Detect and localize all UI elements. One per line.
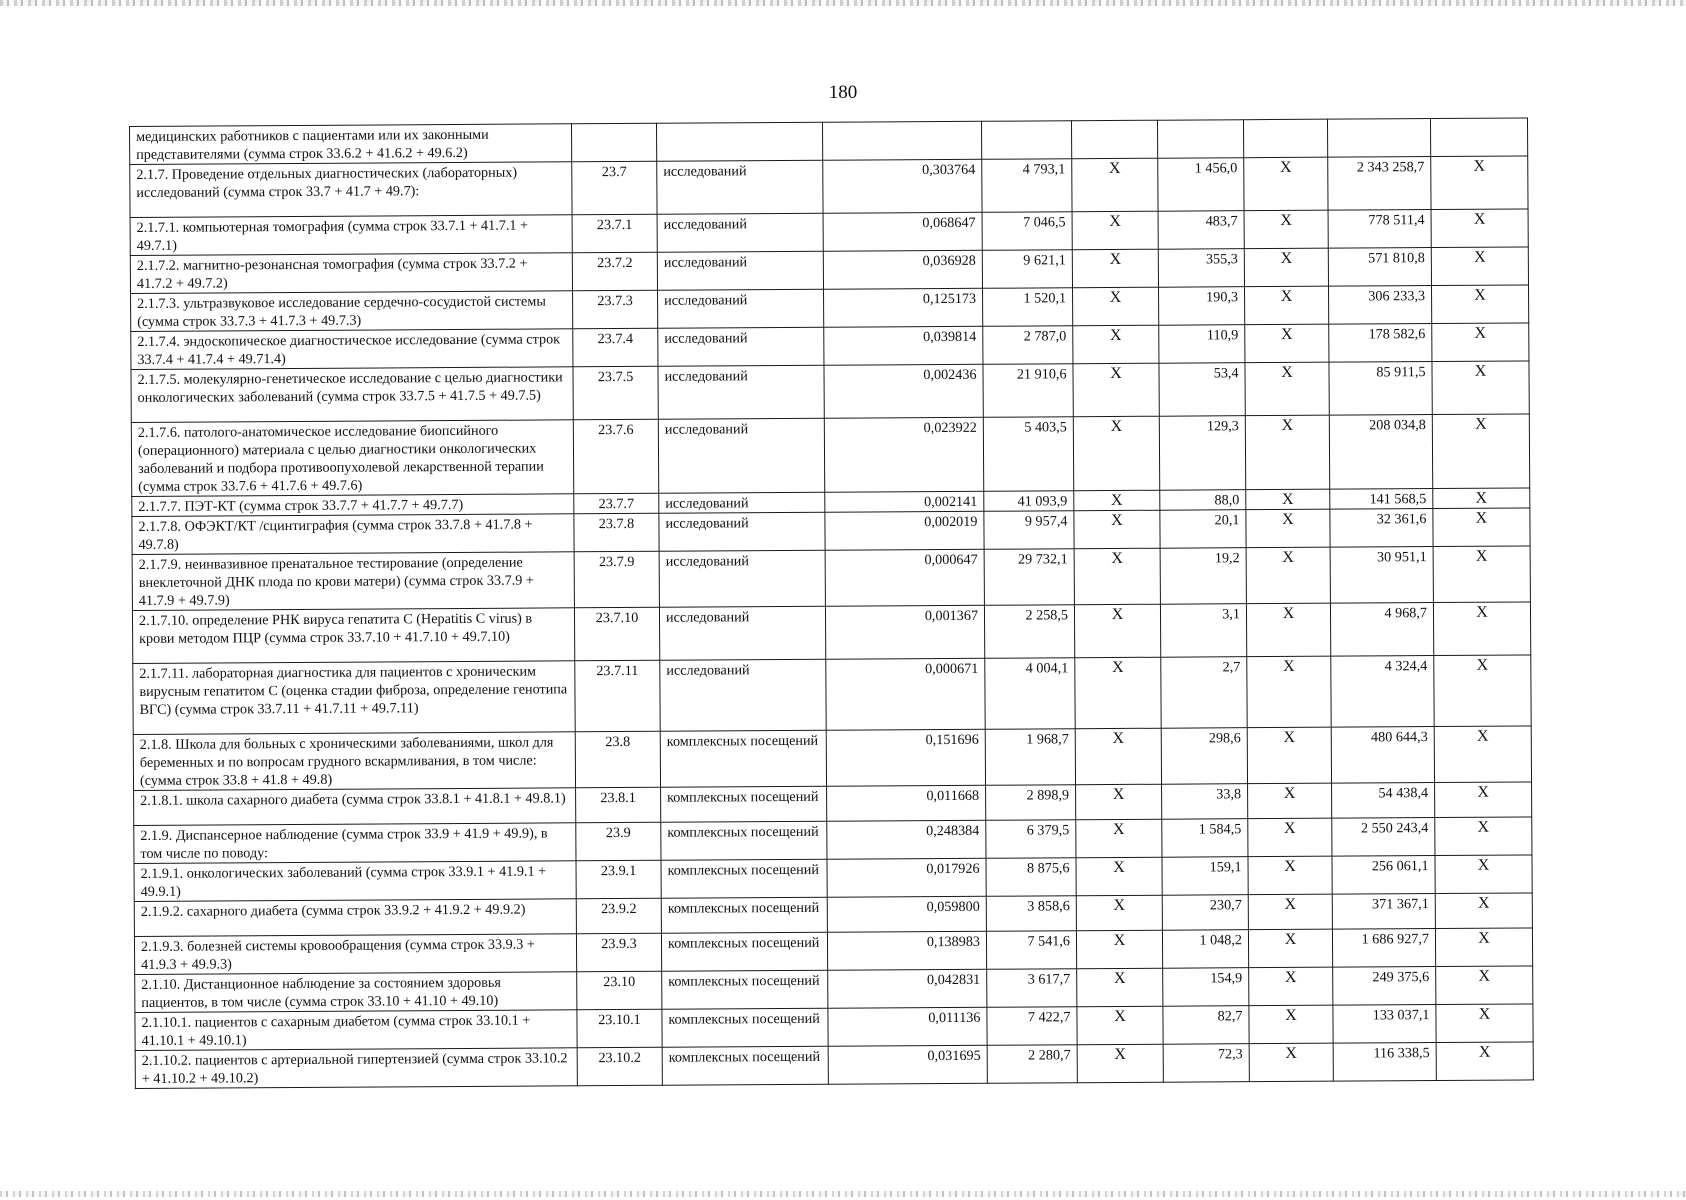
row-norm: 0,248384 bbox=[827, 820, 986, 859]
row-col10: X bbox=[1434, 726, 1531, 783]
row-col7: 1 456,0 bbox=[1158, 158, 1244, 212]
row-col8: X bbox=[1249, 1005, 1333, 1044]
row-col8: X bbox=[1244, 248, 1328, 287]
row-name: 2.1.9.3. болезней системы кровообращения (сумма строк 33.9.3 + 41.9.3 + 49.9.3) bbox=[134, 934, 576, 975]
row-name: 2.1.7.8. ОФЭКТ/КТ /сцинтиграфия (сумма строк 33.7.8 + 41.7.8 + 49.7.8) bbox=[132, 514, 574, 555]
row-cost: 6 379,5 bbox=[986, 820, 1076, 859]
row-col6: X bbox=[1074, 548, 1160, 605]
row-col6: X bbox=[1072, 249, 1158, 288]
row-unit: комплексных посещений bbox=[661, 786, 827, 822]
row-col6: X bbox=[1072, 158, 1158, 212]
row-unit: исследований bbox=[659, 606, 825, 660]
row-col6: X bbox=[1076, 930, 1162, 969]
row-col10: X bbox=[1431, 247, 1528, 286]
row-norm: 0,125173 bbox=[824, 288, 983, 327]
row-cost: 1 520,1 bbox=[983, 288, 1073, 327]
row-col10: X bbox=[1432, 361, 1529, 415]
row-code: 23.7.5 bbox=[573, 366, 658, 420]
row-col7: 1 584,5 bbox=[1162, 819, 1248, 858]
row-unit: исследований bbox=[659, 512, 825, 551]
row-code: 23.7.3 bbox=[573, 290, 658, 329]
row-name: 2.1.7.11. лабораторная диагностика для пациентов с хроническим вирусным гепатитом С (оценка стадии фиброза, определение генотипа ВГС) (сумма строк 33.7.11 + 41.7.11 + 49.7.11) bbox=[133, 661, 575, 735]
row-code: 23.7.10 bbox=[574, 607, 659, 661]
row-unit: комплексных посещений bbox=[662, 970, 828, 1009]
row-col9: 1 686 927,7 bbox=[1332, 929, 1435, 968]
row-col8: X bbox=[1247, 727, 1331, 784]
row-norm: 0,036928 bbox=[823, 250, 982, 289]
row-col10: X bbox=[1436, 1004, 1533, 1043]
row-norm: 0,011668 bbox=[827, 785, 986, 821]
row-col6: X bbox=[1074, 510, 1160, 549]
row-code: 23.7.6 bbox=[573, 419, 658, 494]
row-col9: 32 361,6 bbox=[1330, 509, 1433, 548]
row-col10: X bbox=[1432, 323, 1529, 362]
row-col10: X bbox=[1431, 209, 1528, 248]
row-code: 23.9.1 bbox=[576, 860, 661, 899]
row-col9: 2 550 243,4 bbox=[1332, 818, 1435, 857]
row-col6: X bbox=[1076, 784, 1162, 820]
row-col10: X bbox=[1433, 508, 1530, 547]
row-col6: X bbox=[1073, 325, 1159, 364]
row-name: 2.1.7.4. эндоскопическое диагностическое исследование (сумма строк 33.7.4 + 41.7.4 + 49.71.4) bbox=[131, 329, 573, 370]
row-col7: 355,3 bbox=[1158, 249, 1244, 288]
row-norm: 0,000647 bbox=[825, 549, 984, 606]
row-name: 2.1.7.7. ПЭТ-КТ (сумма строк 33.7.7 + 41.7.7 + 49.7.7) bbox=[132, 494, 574, 517]
row-norm: 0,031695 bbox=[828, 1045, 987, 1084]
row-col8: X bbox=[1248, 818, 1332, 857]
row-name: медицинских работников с пациентами или их законными представителями (сумма строк 33.6.2 + 41.6.2 + 49.6.2) bbox=[130, 124, 572, 165]
row-col6: X bbox=[1077, 1044, 1163, 1083]
row-unit: комплексных посещений bbox=[661, 859, 827, 898]
row-col8: X bbox=[1245, 324, 1329, 363]
row-col7: 110,9 bbox=[1159, 325, 1245, 364]
row-col6: X bbox=[1075, 728, 1161, 785]
row-col7 bbox=[1157, 120, 1243, 159]
row-name: 2.1.7.6. патолого-анатомическое исследование биопсийного (операционного) материала с целью диагностики онкологических заболеваний и подбора противоопухолевой лекарственной терапии (сумма строк 33.7.6 + 41.7.6 + 49.7.6) bbox=[131, 420, 573, 497]
row-col6: X bbox=[1073, 363, 1159, 417]
row-col9: 30 951,1 bbox=[1330, 547, 1433, 604]
row-col8: X bbox=[1248, 894, 1332, 930]
row-col7: 298,6 bbox=[1161, 728, 1247, 785]
row-code: 23.9 bbox=[576, 822, 661, 861]
row-norm: 0,017926 bbox=[827, 858, 986, 897]
row-col8: X bbox=[1248, 856, 1332, 895]
row-code bbox=[571, 123, 656, 162]
row-col7: 483,7 bbox=[1158, 211, 1244, 250]
row-col9: 133 037,1 bbox=[1333, 1005, 1436, 1044]
row-col8: X bbox=[1246, 547, 1330, 604]
row-cost: 2 787,0 bbox=[983, 326, 1073, 365]
row-col10: X bbox=[1433, 488, 1530, 509]
row-unit: исследований bbox=[657, 160, 823, 214]
row-col6: X bbox=[1072, 211, 1158, 250]
row-name: 2.1.7.3. ультразвуковое исследование сердечно-сосудистой системы (сумма строк 33.7.3 + 41.7.3 + 49.7.3) bbox=[131, 291, 573, 332]
row-col7: 2,7 bbox=[1161, 657, 1247, 729]
row-name: 2.1.8. Школа для больных с хроническими заболеваниями, школ для беременных и по вопросам грудного вскармливания, в том числе: (сумма строк 33.8 + 41.8 + 49.8) bbox=[133, 732, 575, 791]
row-col10: X bbox=[1435, 928, 1532, 967]
row-code: 23.10.2 bbox=[577, 1047, 662, 1086]
row-col9: 116 338,5 bbox=[1333, 1043, 1436, 1082]
row-col9 bbox=[1327, 119, 1430, 158]
table-row bbox=[131, 361, 1529, 423]
row-code: 23.7.7 bbox=[574, 493, 659, 514]
row-unit: комплексных посещений bbox=[661, 897, 827, 933]
row-unit: исследований bbox=[657, 251, 823, 290]
row-unit: комплексных посещений bbox=[662, 1008, 828, 1047]
table-row bbox=[133, 655, 1531, 735]
row-col8: X bbox=[1245, 362, 1329, 416]
row-cost: 3 617,7 bbox=[987, 969, 1077, 1008]
row-cost bbox=[981, 121, 1071, 160]
row-code: 23.7.8 bbox=[574, 513, 659, 552]
row-col9: 480 644,3 bbox=[1331, 727, 1434, 784]
row-col8: X bbox=[1246, 489, 1330, 510]
row-col8: X bbox=[1248, 929, 1332, 968]
row-col7: 33,8 bbox=[1162, 784, 1248, 820]
row-col6: X bbox=[1073, 416, 1159, 491]
row-col9: 778 511,4 bbox=[1328, 210, 1431, 249]
row-col10: X bbox=[1435, 855, 1532, 894]
row-unit bbox=[656, 122, 822, 161]
row-col8: X bbox=[1245, 415, 1329, 490]
row-cost: 7 422,7 bbox=[987, 1007, 1077, 1046]
row-col7: 159,1 bbox=[1162, 857, 1248, 896]
row-col10: X bbox=[1432, 414, 1529, 489]
row-col9: 4 968,7 bbox=[1330, 603, 1433, 657]
row-col8: X bbox=[1246, 603, 1330, 657]
row-col7: 88,0 bbox=[1160, 490, 1246, 511]
row-col9: 4 324,4 bbox=[1331, 656, 1434, 728]
row-col10: X bbox=[1436, 1042, 1533, 1081]
row-cost: 9 957,4 bbox=[984, 511, 1074, 550]
row-name: 2.1.7. Проведение отдельных диагностических (лабораторных) исследований (сумма строк 33.7 + 41.7 + 49.7): bbox=[130, 162, 572, 218]
row-unit: исследований bbox=[658, 327, 824, 366]
financing-table bbox=[129, 117, 1534, 1089]
row-name: 2.1.7.1. компьютерная томография (сумма строк 33.7.1 + 41.7.1 + 49.7.1) bbox=[130, 215, 572, 256]
row-col6: X bbox=[1077, 968, 1163, 1007]
row-col10: X bbox=[1433, 602, 1530, 656]
row-col10: X bbox=[1436, 966, 1533, 1005]
row-cost: 4 793,1 bbox=[982, 159, 1072, 213]
row-col8: X bbox=[1249, 1043, 1333, 1082]
row-unit: исследований bbox=[659, 550, 825, 607]
row-unit: исследований bbox=[658, 289, 824, 328]
row-cost: 1 968,7 bbox=[985, 729, 1075, 786]
row-col10: X bbox=[1435, 782, 1532, 818]
row-norm: 0,011136 bbox=[828, 1007, 987, 1046]
row-cost: 21 910,6 bbox=[983, 364, 1073, 418]
row-col9: 208 034,8 bbox=[1329, 415, 1432, 490]
row-cost: 4 004,1 bbox=[985, 658, 1075, 730]
row-cost: 41 093,9 bbox=[984, 491, 1074, 512]
row-col9: 2 343 258,7 bbox=[1328, 157, 1431, 211]
row-col7: 129,3 bbox=[1159, 416, 1245, 491]
row-col10: X bbox=[1435, 817, 1532, 856]
row-code: 23.7.11 bbox=[575, 660, 660, 732]
table-row bbox=[131, 414, 1529, 497]
row-col9: 256 061,1 bbox=[1332, 856, 1435, 895]
row-norm: 0,151696 bbox=[826, 729, 985, 786]
page-number: 180 bbox=[828, 82, 858, 103]
row-col8: X bbox=[1244, 157, 1328, 211]
row-col7: 230,7 bbox=[1162, 895, 1248, 931]
row-col9: 178 582,6 bbox=[1329, 324, 1432, 363]
row-name: 2.1.7.5. молекулярно-генетическое исследование с целью диагностики онкологических заболеваний (сумма строк 33.7.5 + 41.7.5 + 49.7.5) bbox=[131, 367, 573, 423]
row-col8: X bbox=[1249, 967, 1333, 1006]
row-name: 2.1.10.1. пациентов с сахарным диабетом (сумма строк 33.10.1 + 41.10.1 + 49.10.1) bbox=[135, 1010, 577, 1051]
row-col7: 53,4 bbox=[1159, 363, 1245, 417]
table-body bbox=[130, 118, 1534, 1089]
row-name: 2.1.7.10. определение РНК вируса гепатита С (Hepatitis C virus) в крови методом ПЦР (сумма строк 33.7.10 + 41.7.10 + 49.7.10) bbox=[132, 608, 574, 664]
row-col8 bbox=[1243, 119, 1327, 158]
row-code: 23.10 bbox=[577, 971, 662, 1010]
row-col7: 154,9 bbox=[1163, 968, 1249, 1007]
row-unit: комплексных посещений bbox=[661, 932, 827, 971]
row-norm: 0,002141 bbox=[825, 491, 984, 512]
row-cost: 7 541,6 bbox=[986, 931, 1076, 970]
row-col10: X bbox=[1431, 285, 1528, 324]
row-col7: 82,7 bbox=[1163, 1006, 1249, 1045]
row-col6: X bbox=[1074, 604, 1160, 658]
row-unit: комплексных посещений bbox=[661, 821, 827, 860]
row-unit: исследований bbox=[659, 492, 825, 513]
row-unit: комплексных посещений bbox=[660, 730, 826, 787]
row-unit: исследований bbox=[658, 365, 824, 419]
row-code: 23.7.1 bbox=[572, 214, 657, 253]
row-norm: 0,059800 bbox=[827, 896, 986, 932]
row-col9: 306 233,3 bbox=[1329, 286, 1432, 325]
row-col8: X bbox=[1248, 783, 1332, 819]
row-norm: 0,303764 bbox=[823, 159, 982, 213]
row-col8: X bbox=[1244, 210, 1328, 249]
row-cost: 3 858,6 bbox=[986, 896, 1076, 932]
row-col6: X bbox=[1074, 490, 1160, 511]
row-col8: X bbox=[1245, 286, 1329, 325]
row-col7: 3,1 bbox=[1160, 604, 1246, 658]
row-code: 23.7.2 bbox=[572, 252, 657, 291]
row-unit: комплексных посещений bbox=[662, 1046, 828, 1085]
row-name: 2.1.10.2. пациентов с артериальной гипертензией (сумма строк 33.10.2 + 41.10.2 + 49.10.2) bbox=[135, 1048, 577, 1089]
row-norm: 0,023922 bbox=[824, 417, 983, 492]
row-col8: X bbox=[1246, 509, 1330, 548]
row-col9: 54 438,4 bbox=[1332, 783, 1435, 819]
row-col9: 371 367,1 bbox=[1332, 894, 1435, 930]
row-cost: 7 046,5 bbox=[982, 212, 1072, 251]
row-name: 2.1.8.1. школа сахарного диабета (сумма строк 33.8.1 + 41.8.1 + 49.8.1) bbox=[134, 788, 576, 826]
row-col10: X bbox=[1433, 546, 1530, 603]
row-cost: 29 732,1 bbox=[984, 549, 1074, 606]
row-unit: исследований bbox=[658, 418, 824, 493]
row-cost: 5 403,5 bbox=[983, 417, 1073, 492]
table-row bbox=[132, 602, 1530, 664]
row-norm: 0,039814 bbox=[824, 326, 983, 365]
row-col9: 85 911,5 bbox=[1329, 362, 1432, 416]
row-cost: 8 875,6 bbox=[986, 858, 1076, 897]
row-col6: X bbox=[1076, 895, 1162, 931]
row-cost: 2 898,9 bbox=[986, 785, 1076, 821]
row-name: 2.1.7.2. магнитно-резонансная томография (сумма строк 33.7.2 + 41.7.2 + 49.7.2) bbox=[130, 253, 572, 294]
row-col10: X bbox=[1434, 655, 1531, 727]
row-col6 bbox=[1071, 120, 1157, 159]
row-norm: 0,042831 bbox=[828, 969, 987, 1008]
row-cost: 2 258,5 bbox=[984, 605, 1074, 659]
table-row bbox=[130, 156, 1528, 218]
row-unit: исследований bbox=[657, 213, 823, 252]
row-name: 2.1.9. Диспансерное наблюдение (сумма строк 33.9 + 41.9 + 49.9), в том числе по поводу: bbox=[134, 823, 576, 864]
row-col6: X bbox=[1075, 657, 1161, 729]
table-row bbox=[135, 1042, 1533, 1089]
row-code: 23.9.2 bbox=[576, 898, 661, 934]
scan-edge-bottom bbox=[0, 1191, 1686, 1197]
row-col6: X bbox=[1073, 287, 1159, 326]
table-row bbox=[132, 546, 1530, 611]
row-norm: 0,001367 bbox=[825, 605, 984, 659]
row-name: 2.1.7.9. неинвазивное пренатальное тестирование (определение внеклеточной ДНК плода по крови матери) (сумма строк 33.7.9 + 41.7.9 + 49.7.9) bbox=[132, 552, 574, 611]
row-cost: 9 621,1 bbox=[982, 250, 1072, 289]
row-norm: 0,068647 bbox=[823, 212, 982, 251]
row-cost: 2 280,7 bbox=[987, 1045, 1077, 1084]
row-name: 2.1.9.1. онкологических заболеваний (сумма строк 33.9.1 + 41.9.1 + 49.9.1) bbox=[134, 861, 576, 902]
row-col6: X bbox=[1076, 857, 1162, 896]
table-row bbox=[133, 726, 1531, 791]
row-col10: X bbox=[1431, 156, 1528, 210]
row-code: 23.7.9 bbox=[574, 551, 659, 608]
row-code: 23.8 bbox=[575, 731, 660, 788]
row-norm: 0,138983 bbox=[827, 931, 986, 970]
row-col10 bbox=[1430, 118, 1527, 157]
row-norm: 0,000671 bbox=[826, 658, 985, 730]
row-norm bbox=[822, 121, 981, 160]
row-name: 2.1.9.2. сахарного диабета (сумма строк 33.9.2 + 41.9.2 + 49.9.2) bbox=[134, 899, 576, 937]
row-col7: 72,3 bbox=[1163, 1044, 1249, 1083]
row-unit: исследований bbox=[660, 659, 826, 731]
row-col8: X bbox=[1247, 656, 1331, 728]
row-name: 2.1.10. Дистанционное наблюдение за состоянием здоровья пациентов, в том числе (сумма строк 33.10 + 41.10 + 49.10) bbox=[135, 972, 577, 1013]
row-col9: 571 810,8 bbox=[1328, 248, 1431, 287]
row-col9: 141 568,5 bbox=[1330, 489, 1433, 510]
row-norm: 0,002436 bbox=[824, 364, 983, 418]
row-col7: 1 048,2 bbox=[1162, 930, 1248, 969]
row-code: 23.7 bbox=[572, 161, 657, 215]
row-col10: X bbox=[1435, 893, 1532, 929]
row-col6: X bbox=[1076, 819, 1162, 858]
row-code: 23.9.3 bbox=[576, 933, 661, 972]
row-col6: X bbox=[1077, 1006, 1163, 1045]
scan-edge-top bbox=[0, 0, 1686, 6]
row-code: 23.10.1 bbox=[577, 1009, 662, 1048]
row-code: 23.8.1 bbox=[576, 787, 661, 823]
row-norm: 0,002019 bbox=[825, 511, 984, 550]
row-col7: 190,3 bbox=[1159, 287, 1245, 326]
row-code: 23.7.4 bbox=[573, 328, 658, 367]
row-col9: 249 375,6 bbox=[1333, 967, 1436, 1006]
row-col7: 19,2 bbox=[1160, 548, 1246, 605]
row-col7: 20,1 bbox=[1160, 510, 1246, 549]
